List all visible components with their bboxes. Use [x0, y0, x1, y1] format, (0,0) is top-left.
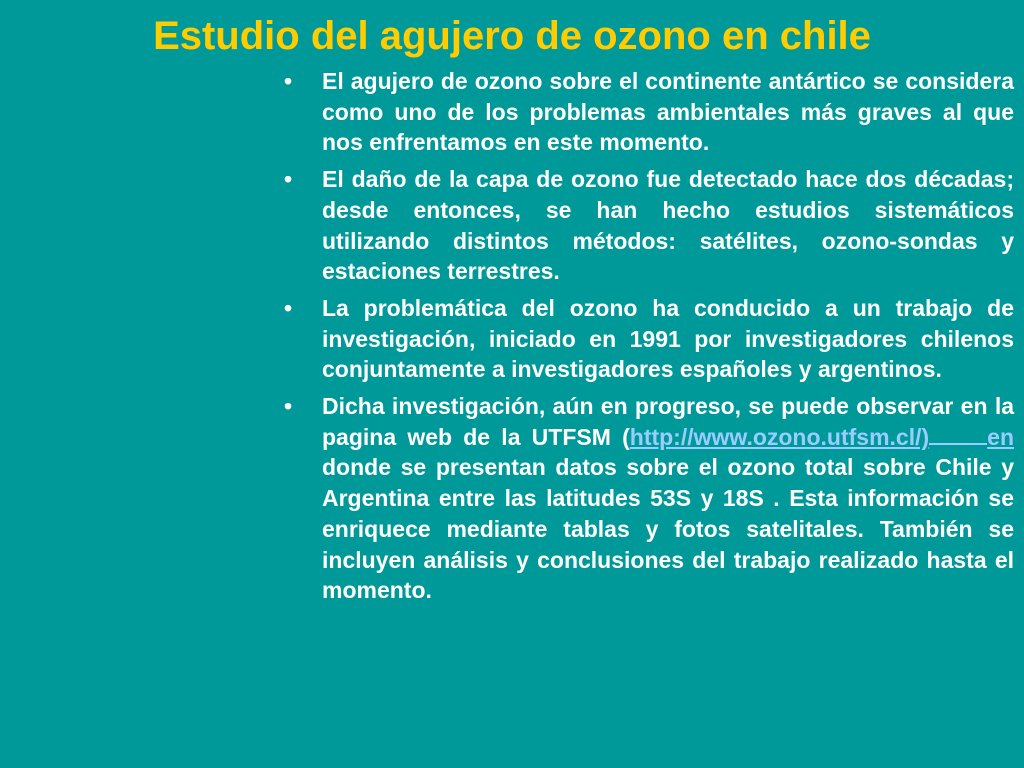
- bullet-marker: •: [284, 166, 293, 193]
- bullet-text-1: El agujero de ozono sobre el continente antártico se considera como uno de los problemas ambientales más graves al que nos enfrentamos en este momento.: [322, 68, 1014, 156]
- bullet-item-2: [280, 164, 1014, 287]
- bullet-text-4-before-link: Dicha investigación, aún en progreso, se puede observar en la pagina web de la UTFSM (: [322, 393, 1014, 450]
- slide-title: Estudio del agujero de ozono en chile: [153, 14, 871, 58]
- bullet-text-4-after-link: donde se presentan datos sobre el ozono total sobre Chile y Argentina entre las latitudes 53S y 18S . Esta información se enriquece mediante tablas y fotos satelitales. También se incluyen análisis y conclusiones del trabajo realizado hasta el momento.: [322, 454, 1014, 604]
- bullet-text-2: El daño de la capa de ozono fue detectado hace dos décadas; desde entonces, se han hecho estudios sistemáticos utilizando distintos métodos: satélites, ozono-sondas y estaciones terrestres.: [322, 166, 1014, 285]
- bullet-item-1: [280, 66, 1014, 158]
- bullet-item-4: [280, 391, 1014, 606]
- bullet-marker: •: [284, 393, 293, 420]
- utfsm-link-suffix[interactable]: en: [987, 423, 1014, 450]
- utfsm-link[interactable]: [630, 424, 1014, 450]
- bullet-marker: •: [284, 68, 293, 94]
- link-underline-gap[interactable]: [929, 422, 987, 445]
- bullet-list: [280, 66, 1014, 612]
- bullet-text-3: La problemática del ozono ha conducido a un trabajo de investigación, iniciado en 1991 por investigadores chilenos conjuntamente a investigadores españoles y argentinos.: [322, 294, 1014, 383]
- utfsm-link-url[interactable]: http://www.ozono.utfsm.cl/): [629, 423, 930, 450]
- bullet-item-3: [280, 293, 1014, 385]
- bullet-marker: •: [284, 294, 293, 321]
